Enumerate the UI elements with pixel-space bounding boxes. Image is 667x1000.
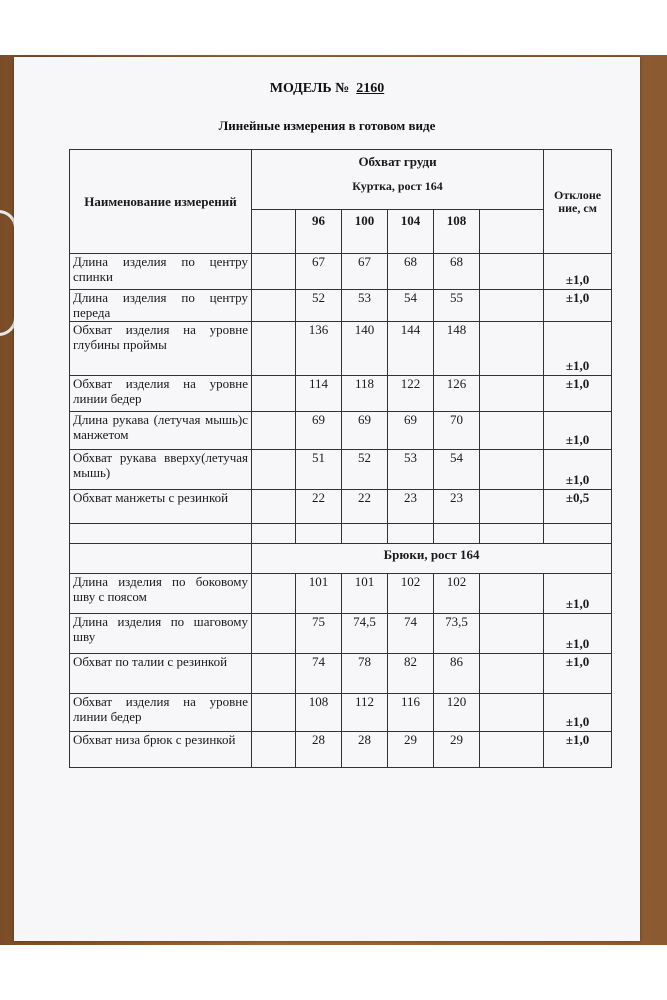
- measurement-value: 86: [434, 654, 480, 694]
- spacer-row: [70, 524, 612, 544]
- tolerance-value: ±1,0: [544, 574, 612, 614]
- measurement-value: 53: [342, 290, 388, 322]
- size-header: 96: [296, 210, 342, 254]
- section-row: [70, 544, 612, 574]
- table-row: [70, 376, 612, 412]
- tolerance-value: ±0,5: [544, 490, 612, 524]
- table-row: [70, 694, 612, 732]
- measurement-value: 101: [342, 574, 388, 614]
- measurement-name: Обхват изделия на уровне линии бедер: [70, 376, 252, 412]
- measurement-value: 126: [434, 376, 480, 412]
- tolerance-value: ±1,0: [544, 290, 612, 322]
- measurement-value: 70: [434, 412, 480, 450]
- table-row: [70, 732, 612, 768]
- document-sheet: [14, 57, 640, 941]
- table-row: [70, 290, 612, 322]
- empty-cell: [480, 290, 544, 322]
- measurement-value: 122: [388, 376, 434, 412]
- table-row: [70, 614, 612, 654]
- measurements-table: [69, 149, 612, 768]
- measurement-value: 78: [342, 654, 388, 694]
- measurement-value: 29: [388, 732, 434, 768]
- tolerance-value: ±1,0: [544, 376, 612, 412]
- empty-cell: [252, 524, 296, 544]
- tolerance-value: ±1,0: [544, 614, 612, 654]
- empty-cell: [480, 694, 544, 732]
- empty-cell: [252, 654, 296, 694]
- empty-cell: [480, 524, 544, 544]
- measurement-name: Длина изделия по центру переда: [70, 290, 252, 322]
- measurement-value: 51: [296, 450, 342, 490]
- table-row: [70, 450, 612, 490]
- measurement-name: Обхват изделия на уровне линии бедер: [70, 694, 252, 732]
- empty-cell: [434, 524, 480, 544]
- empty-cell: [252, 694, 296, 732]
- model-number: 2160: [356, 81, 385, 96]
- measurement-value: 116: [388, 694, 434, 732]
- measurement-name: Длина изделия по боковому шву с поясом: [70, 574, 252, 614]
- measurement-value: 144: [388, 322, 434, 376]
- measurement-value: 148: [434, 322, 480, 376]
- empty-cell: [480, 574, 544, 614]
- empty-cell: [252, 322, 296, 376]
- measurement-value: 74,5: [342, 614, 388, 654]
- measurement-value: 54: [388, 290, 434, 322]
- empty-cell: [252, 450, 296, 490]
- measurement-value: 82: [388, 654, 434, 694]
- tolerance-value: ±1,0: [544, 450, 612, 490]
- empty-cell: [252, 614, 296, 654]
- measurement-value: 23: [434, 490, 480, 524]
- measurement-value: 112: [342, 694, 388, 732]
- measurement-value: 54: [434, 450, 480, 490]
- table-row: [70, 574, 612, 614]
- measurement-value: 28: [296, 732, 342, 768]
- measurement-value: 22: [342, 490, 388, 524]
- empty-cell: [252, 290, 296, 322]
- header-main: [252, 150, 544, 210]
- measurement-name: Длина изделия по центру спинки: [70, 254, 252, 290]
- document-title: [14, 81, 640, 97]
- empty-cell: [480, 322, 544, 376]
- size-header: 100: [342, 210, 388, 254]
- measurement-value: 52: [296, 290, 342, 322]
- title-prefix: МОДЕЛЬ №: [269, 81, 350, 96]
- empty-cell: [480, 412, 544, 450]
- table-row: [70, 322, 612, 376]
- measurement-value: 28: [342, 732, 388, 768]
- measurement-name: Обхват манжеты с резинкой: [70, 490, 252, 524]
- table-row: [70, 412, 612, 450]
- measurement-value: 140: [342, 322, 388, 376]
- empty-cell: [70, 524, 252, 544]
- measurement-value: 108: [296, 694, 342, 732]
- empty-cell: [480, 210, 544, 254]
- measurement-value: 136: [296, 322, 342, 376]
- measurement-value: 75: [296, 614, 342, 654]
- header-deviation: Отклоне ние, см: [544, 150, 612, 254]
- empty-cell: [388, 524, 434, 544]
- measurement-value: 102: [388, 574, 434, 614]
- empty-cell: [252, 574, 296, 614]
- measurement-value: 74: [296, 654, 342, 694]
- measurement-name: Длина изделия по шаговому шву: [70, 614, 252, 654]
- measurement-value: 55: [434, 290, 480, 322]
- table-row: [70, 654, 612, 694]
- empty-cell: [296, 524, 342, 544]
- measurement-value: 114: [296, 376, 342, 412]
- empty-cell: [70, 544, 252, 574]
- empty-cell: [342, 524, 388, 544]
- measurement-value: 22: [296, 490, 342, 524]
- measurement-name: Обхват по талии с резинкой: [70, 654, 252, 694]
- empty-cell: [252, 732, 296, 768]
- header-chest: Обхват груди: [358, 154, 437, 169]
- measurement-name: Обхват рукава вверху(летучая мышь): [70, 450, 252, 490]
- measurement-value: 67: [342, 254, 388, 290]
- measurement-value: 101: [296, 574, 342, 614]
- measurement-name: Обхват изделия на уровне глубины проймы: [70, 322, 252, 376]
- empty-cell: [480, 732, 544, 768]
- measurement-value: 52: [342, 450, 388, 490]
- empty-cell: [480, 654, 544, 694]
- measurement-name: Длина рукава (летучая мышь)с манжетом: [70, 412, 252, 450]
- tolerance-value: ±1,0: [544, 322, 612, 376]
- measurement-value: 69: [388, 412, 434, 450]
- document-subtitle: Линейные измерения в готовом виде: [218, 118, 436, 133]
- empty-cell: [480, 614, 544, 654]
- tolerance-value: ±1,0: [544, 732, 612, 768]
- table-row: [70, 490, 612, 524]
- empty-cell: [252, 490, 296, 524]
- header-name: Наименование измерений: [70, 150, 252, 254]
- measurement-value: 29: [434, 732, 480, 768]
- measurement-value: 23: [388, 490, 434, 524]
- measurement-value: 68: [388, 254, 434, 290]
- empty-cell: [480, 254, 544, 290]
- tolerance-value: ±1,0: [544, 654, 612, 694]
- empty-cell: [252, 376, 296, 412]
- measurement-name: Обхват низа брюк с резинкой: [70, 732, 252, 768]
- empty-cell: [480, 376, 544, 412]
- pants-section-title: Брюки, рост 164: [252, 544, 612, 574]
- measurement-value: 102: [434, 574, 480, 614]
- tolerance-value: ±1,0: [544, 694, 612, 732]
- measurement-value: 73,5: [434, 614, 480, 654]
- empty-cell: [544, 524, 612, 544]
- measurement-value: 74: [388, 614, 434, 654]
- tolerance-value: ±1,0: [544, 254, 612, 290]
- measurement-value: 68: [434, 254, 480, 290]
- empty-cell: [480, 450, 544, 490]
- measurement-value: 118: [342, 376, 388, 412]
- empty-cell: [252, 254, 296, 290]
- measurement-value: 67: [296, 254, 342, 290]
- header-jacket: Куртка, рост 164: [352, 179, 443, 193]
- measurement-value: 53: [388, 450, 434, 490]
- measurement-value: 69: [342, 412, 388, 450]
- measurement-value: 120: [434, 694, 480, 732]
- tolerance-value: ±1,0: [544, 412, 612, 450]
- size-header: 104: [388, 210, 434, 254]
- empty-cell: [252, 412, 296, 450]
- measurement-value: 69: [296, 412, 342, 450]
- table-row: [70, 254, 612, 290]
- empty-cell: [480, 490, 544, 524]
- empty-cell: [252, 210, 296, 254]
- size-header: 108: [434, 210, 480, 254]
